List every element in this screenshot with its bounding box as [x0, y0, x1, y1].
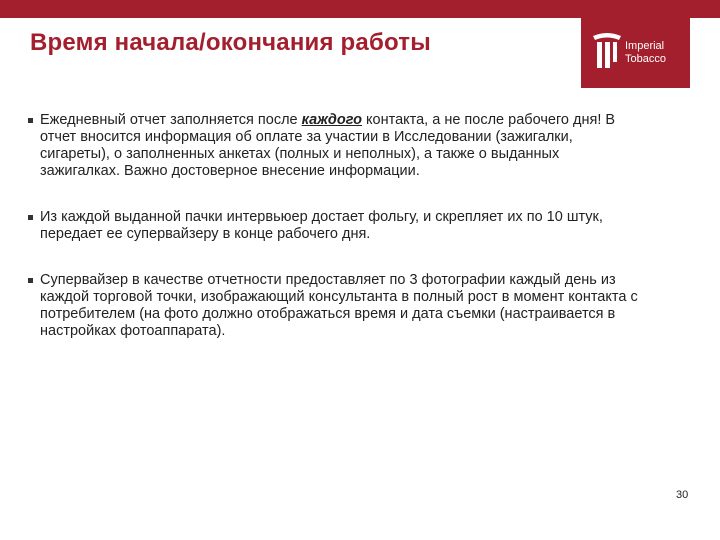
- page-number: 30: [676, 489, 689, 501]
- bullet-item: [28, 112, 640, 180]
- logo-wordmark: [625, 40, 666, 66]
- bullet-list: [28, 112, 640, 369]
- bullet-emphasis: каждого: [301, 112, 362, 128]
- top-bar: [0, 0, 720, 18]
- bullet-marker: [28, 118, 33, 123]
- bullet-text: Супервайзер в качестве отчетности предоставляет по 3 фотографии каждый день из каждой торговой точки, изображающий консультанта в полный рост в момент контакта с потребителем (на фото должно отображаться время и дата съемки (настраивается в настройках фотоаппарата).: [40, 272, 638, 339]
- logo-line-2: Tobacco: [625, 53, 666, 65]
- imperial-tobacco-logo-icon: [589, 28, 625, 76]
- bullet-marker: [28, 215, 33, 220]
- bullet-text-after: контакта, а не после рабочего дня! В отчет вносится информация об оплате за участии в Исследовании (зажигалки, сигареты), о заполненных анкетах (полных и неполных), а также о выданных зажигалках. Важно достоверное внесение информации.: [40, 112, 616, 179]
- slide-title: Время начала/окончания работы: [30, 29, 431, 56]
- bullet-text: Из каждой выданной пачки интервьюер достает фольгу, и скрепляет их по 10 штук, передает ее супервайзеру в конце рабочего дня.: [40, 209, 603, 242]
- bullet-item: [28, 209, 640, 243]
- logo-line-1: Imperial: [625, 40, 665, 52]
- bullet-marker: [28, 278, 33, 283]
- bullet-text-before: Ежедневный отчет заполняется после: [40, 112, 302, 128]
- bullet-item: [28, 272, 640, 340]
- company-logo: [581, 18, 690, 88]
